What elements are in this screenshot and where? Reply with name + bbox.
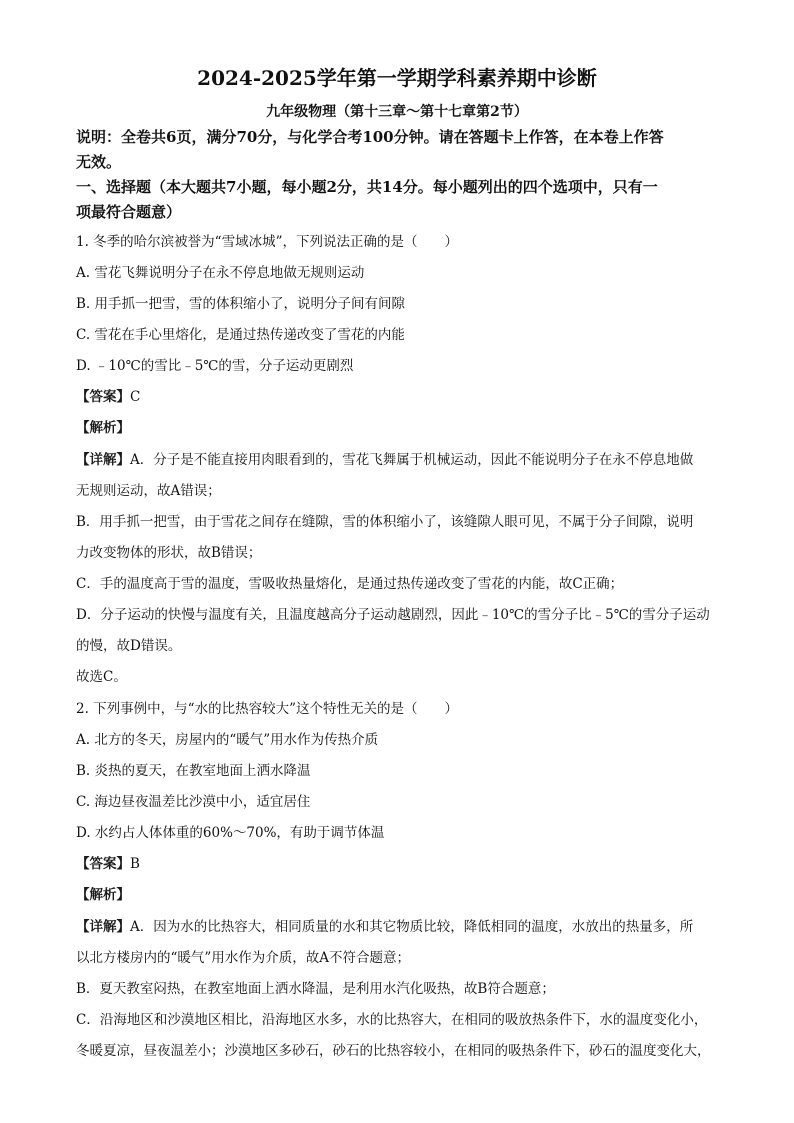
detail-text: A．分子是不能直接用肉眼看到的，雪花飞舞属于机械运动，因此不能说明分子在永不停息地做 [130, 452, 694, 468]
section-heading-line-1: 一、选择题（本大题共7小题，每小题2分，共14分。每小题列出的四个选项中，只有一 [76, 178, 658, 196]
answer-value: C [130, 389, 141, 405]
section-heading-line-2: 项最符合题意） [76, 203, 182, 221]
analysis-label: 【解析】 [76, 887, 130, 903]
q1-detail-line-4: 力改变物体的形状，故B错误； [76, 545, 262, 561]
q1-stem: 1. 冬季的哈尔滨被誉为“雪域冰城”，下列说法正确的是（ ） [76, 234, 458, 250]
q2-stem: 2. 下列事例中，与“水的比热容较大”这个特性无关的是（ ） [76, 701, 458, 717]
answer-label: 【答案】 [76, 389, 130, 405]
q1-detail-line-6: D．分子运动的快慢与温度有关，且温度越高分子运动越剧烈，因此﹣10℃的雪分子比﹣5℃的雪分子运动 [76, 607, 710, 623]
detail-text: A．因为水的比热容大，相同质量的水和其它物质比较，降低相同的温度，水放出的热量多，所 [130, 919, 694, 935]
q2-detail-line-3: B．夏天教室闷热，在教室地面上洒水降温，是利用水汽化吸热，故B符合题意； [76, 981, 555, 997]
q1-detail-line-2: 无规则运动，故A错误； [76, 483, 221, 499]
q2-option-c: C. 海边昼夜温差比沙漠中小，适宜居住 [76, 794, 311, 810]
q2-option-a: A. 北方的冬天，房屋内的“暖气”用水作为传热介质 [76, 732, 379, 748]
q2-analysis-label [76, 883, 130, 903]
q1-option-a: A. 雪花飞舞说明分子在永不停息地做无规则运动 [76, 265, 365, 281]
answer-label: 【答案】 [76, 856, 130, 872]
q1-detail-line-3: B．用手抓一把雪，由于雪花之间存在缝隙，雪的体积缩小了，该缝隙人眼可见，不属于分子间隙，说明 [76, 514, 694, 530]
q1-detail-line-7: 的慢，故D错误。 [76, 638, 182, 654]
q2-detail-line-4: C．沿海地区和沙漠地区相比，沿海地区水多，水的比热容大，在相同的吸放热条件下，水的温度变化小， [76, 1012, 708, 1028]
q2-detail-line-1 [76, 915, 693, 935]
q1-option-d: D. ﹣10℃的雪比﹣5℃的雪，分子运动更剧烈 [76, 358, 354, 374]
q1-answer [76, 385, 140, 405]
q2-answer [76, 852, 140, 872]
q2-detail-line-5: 冬暖夏凉，昼夜温差小；沙漠地区多砂石，砂石的比热容较小，在相同的吸热条件下，砂石的温度变化大， [76, 1043, 711, 1059]
q2-detail-line-2: 以北方楼房内的“暖气”用水作为介质，故A不符合题意； [76, 950, 411, 966]
q2-option-d: D. 水约占人体体重的60%～70%，有助于调节体温 [76, 825, 385, 841]
q1-analysis-label [76, 416, 130, 436]
q1-detail-line-8: 故选C。 [76, 669, 127, 685]
q1-detail-line-1 [76, 448, 693, 468]
answer-value: B [130, 856, 140, 872]
q2-option-b: B. 炎热的夏天，在教室地面上洒水降温 [76, 763, 311, 779]
analysis-label: 【解析】 [76, 420, 130, 436]
instructions-line-1: 说明：全卷共6页，满分70分，与化学合考100分钟。请在答题卡上作答，在本卷上作答 [76, 128, 664, 146]
instructions-line-2: 无效。 [76, 153, 122, 171]
page-title: 2024-2025学年第一学期学科素养期中诊断 [197, 66, 597, 90]
q1-detail-line-5: C．手的温度高于雪的温度，雪吸收热量熔化，是通过热传递改变了雪花的内能，故C正确； [76, 576, 624, 592]
detail-label: 【详解】 [76, 919, 130, 935]
q1-option-c: C. 雪花在手心里熔化，是通过热传递改变了雪花的内能 [76, 327, 405, 343]
q1-option-b: B. 用手抓一把雪，雪的体积缩小了，说明分子间有间隙 [76, 296, 406, 312]
page-subtitle: 九年级物理（第十三章～第十七章第2节） [266, 104, 528, 120]
detail-label: 【详解】 [76, 452, 130, 468]
